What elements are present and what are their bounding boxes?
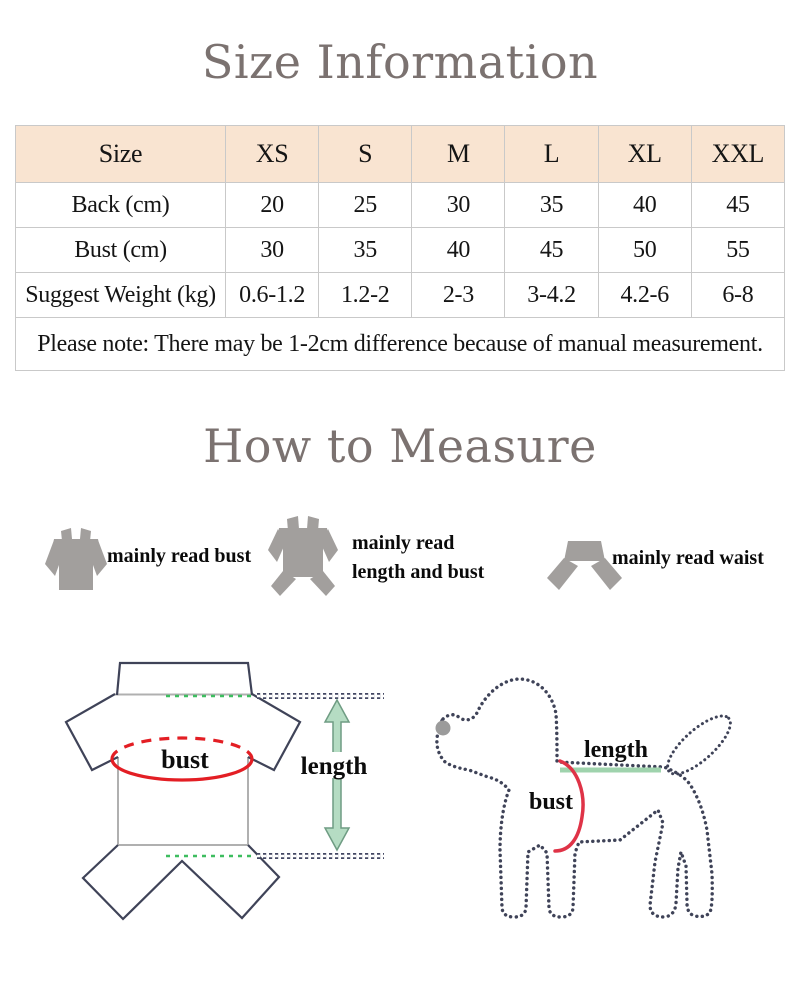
page-title: Size Information — [201, 35, 599, 89]
dog-length-label: length — [583, 737, 649, 763]
table-cell: 0.6-1.2 — [226, 273, 319, 318]
garment-bust-label: bust — [161, 745, 209, 774]
vest-icon — [44, 527, 110, 593]
dog-diagram — [436, 679, 739, 917]
dog-outline — [437, 679, 712, 917]
garment-diagram — [66, 663, 384, 919]
table-cell: 40 — [412, 228, 505, 273]
col-header-xxl: XXL — [691, 126, 784, 183]
col-header-xs: XS — [226, 126, 319, 183]
measure-diagram — [0, 618, 800, 1002]
measure-guide-label-length-bust-line1: mainly read — [352, 532, 455, 554]
col-header-l: L — [505, 126, 598, 183]
measure-guide-label-bust: mainly read bust — [107, 545, 252, 567]
col-header-s: S — [319, 126, 412, 183]
table-cell: 1.2-2 — [319, 273, 412, 318]
garment-collar-outline — [117, 663, 252, 695]
row-label: Back (cm) — [16, 183, 226, 228]
row-label: Bust (cm) — [16, 228, 226, 273]
row-label: Suggest Weight (kg) — [16, 273, 226, 318]
table-cell: 4.2-6 — [598, 273, 691, 318]
col-header-size: Size — [16, 126, 226, 183]
table-cell: 30 — [412, 183, 505, 228]
table-cell: 55 — [691, 228, 784, 273]
table-cell: 3-4.2 — [505, 273, 598, 318]
col-header-m: M — [412, 126, 505, 183]
table-cell: 25 — [319, 183, 412, 228]
size-table — [15, 125, 785, 371]
dog-bust-label: bust — [528, 789, 574, 815]
table-cell: 40 — [598, 183, 691, 228]
table-row-back — [16, 183, 785, 228]
table-cell: 35 — [319, 228, 412, 273]
table-cell: 45 — [505, 228, 598, 273]
dog-nose — [436, 721, 451, 736]
measure-guide-label-length-bust-line2: length and bust — [352, 561, 485, 583]
col-header-xl: XL — [598, 126, 691, 183]
table-header-row — [16, 126, 785, 183]
table-row-weight — [16, 273, 785, 318]
table-cell: 35 — [505, 183, 598, 228]
measurement-note: Please note: There may be 1-2cm difference because of manual measurement. — [16, 318, 785, 371]
garment-length-label: length — [300, 753, 368, 780]
jumpsuit-icon — [266, 515, 342, 599]
garment-right-sleeve-outline — [248, 694, 300, 770]
table-cell: 20 — [226, 183, 319, 228]
table-cell: 50 — [598, 228, 691, 273]
table-cell: 6-8 — [691, 273, 784, 318]
measure-guide-label-waist: mainly read waist — [612, 547, 764, 569]
garment-left-sleeve-outline — [66, 694, 118, 770]
table-cell: 30 — [226, 228, 319, 273]
section-title-how-to-measure: How to Measure — [203, 419, 597, 473]
table-row-bust — [16, 228, 785, 273]
table-cell: 45 — [691, 183, 784, 228]
table-note-row — [16, 318, 785, 371]
table-cell: 2-3 — [412, 273, 505, 318]
